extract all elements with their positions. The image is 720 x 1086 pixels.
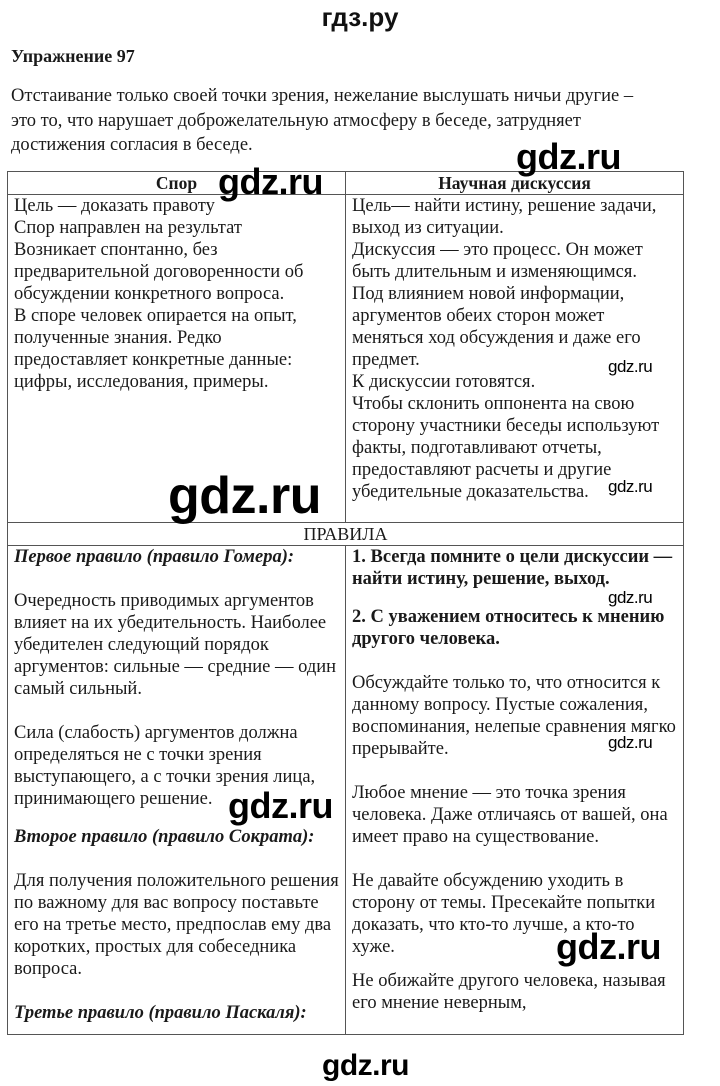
watermark: gdz.ru [608,588,653,607]
rule-heading: Третье правило (правило Паскаля): [14,1003,307,1023]
text-line: меняться ход обсуждения и даже его [352,328,641,348]
rule-paragraph: Очередность приводимых аргументов влияет на их убедительность. Наиболее убедителен следующий порядок аргументов: сильные — средние — один самый сильный. [14,591,337,699]
text-line: аргументов обеих сторон может [352,306,605,326]
table-row [8,195,684,523]
watermark: gdz.ru [168,467,321,525]
watermark: gdz.ru [228,785,333,826]
text-line: Цель — доказать правоту [14,196,215,216]
watermark: gdz.ru [516,136,621,177]
text-line: предоставляют расчеты и другие [352,460,612,480]
rule-paragraph: Сила (слабость) аргументов должна определяться не с точки зрения выступающего, а с точки зрения лица, принимающего решение. [14,723,316,809]
text-line: выход из ситуации. [352,218,504,238]
rule-point: 1. Всегда помните о цели дискуссии — найти истину, решение, выход. [352,547,673,589]
text-line: предоставляет конкретные данные: [14,350,293,370]
intro-line: Отстаивание только своей точки зрения, нежелание выслушать ничьи другие – [11,86,634,106]
intro-line: это то, что нарушает доброжелательную атмосферу в беседе, затрудняет [11,110,581,131]
rule-heading: Первое правило (правило Гомера): [14,547,295,567]
text-line: предмет. [352,350,420,370]
text-line: К дискуссии готовятся. [352,372,536,392]
text-line: сторону участники беседы используют [352,416,660,436]
text-line: Цель— найти истину, решение задачи, [352,196,657,216]
rule-paragraph: Не обижайте другого человека, называя его мнение неверным, [352,971,666,1013]
rules-section-title: ПРАВИЛА [8,523,684,546]
watermark: gdz.ru [608,357,653,376]
text-line: предварительной договоренности об [14,262,304,282]
rule-paragraph: Не давайте обсуждению уходить в сторону от темы. Пресекайте попытки доказать, что кто-то лучше, а кто-то хуже. [352,871,656,957]
text-line: Возникает спонтанно, без [14,240,218,260]
comparison-table [7,171,684,1035]
text-line: факты, подготавливают отчеты, [352,438,602,458]
intro-line: достижения согласия в беседе. [11,135,253,155]
site-title: гдз.ру [321,2,399,32]
column-header-dispute: Спор [8,172,346,195]
text-line: быть длительным и изменяющимся. [352,262,637,282]
rule-paragraph: Обсуждайте только то, что относится к данному вопросу. Пустые сожаления, воспоминания, нелепые сравнения мягко прерывайте. [352,673,676,759]
column-header-discussion: Научная дискуссия [346,172,684,195]
rule-point: 2. С уважением относитесь к мнению другого человека. [352,607,665,649]
text-line: Чтобы склонить оппонента на свою [352,394,635,414]
text-line: убедительные доказательства. [352,482,589,502]
text-line: Спор направлен на результат [14,218,242,238]
text-line: цифры, исследования, примеры. [14,372,269,392]
text-line: В споре человек опирается на опыт, [14,306,297,326]
rule-paragraph: Любое мнение — это точка зрения человека. Даже отличаясь от вашей, она имеет право на существование. [352,783,668,847]
watermark: gdz.ru [608,477,653,496]
watermark: gdz.ru [322,1049,409,1082]
watermark: gdz.ru [608,733,653,752]
rule-heading: Второе правило (правило Сократа): [14,827,315,847]
watermark: gdz.ru [218,161,323,202]
text-line: Под влиянием новой информации, [352,284,625,304]
rule-paragraph: Для получения положительного решения по важному для вас вопросу поставьте его на третье место, предпослав ему два коротких, простых для собеседника вопроса. [14,871,339,979]
text-line: Дискуссия — это процесс. Он может [352,240,643,260]
exercise-title: Упражнение 97 [11,46,135,66]
text-line: обсуждении конкретного вопроса. [14,284,285,304]
section-row [8,523,684,546]
text-line: полученные знания. Редко [14,328,222,348]
watermark: gdz.ru [556,926,661,967]
